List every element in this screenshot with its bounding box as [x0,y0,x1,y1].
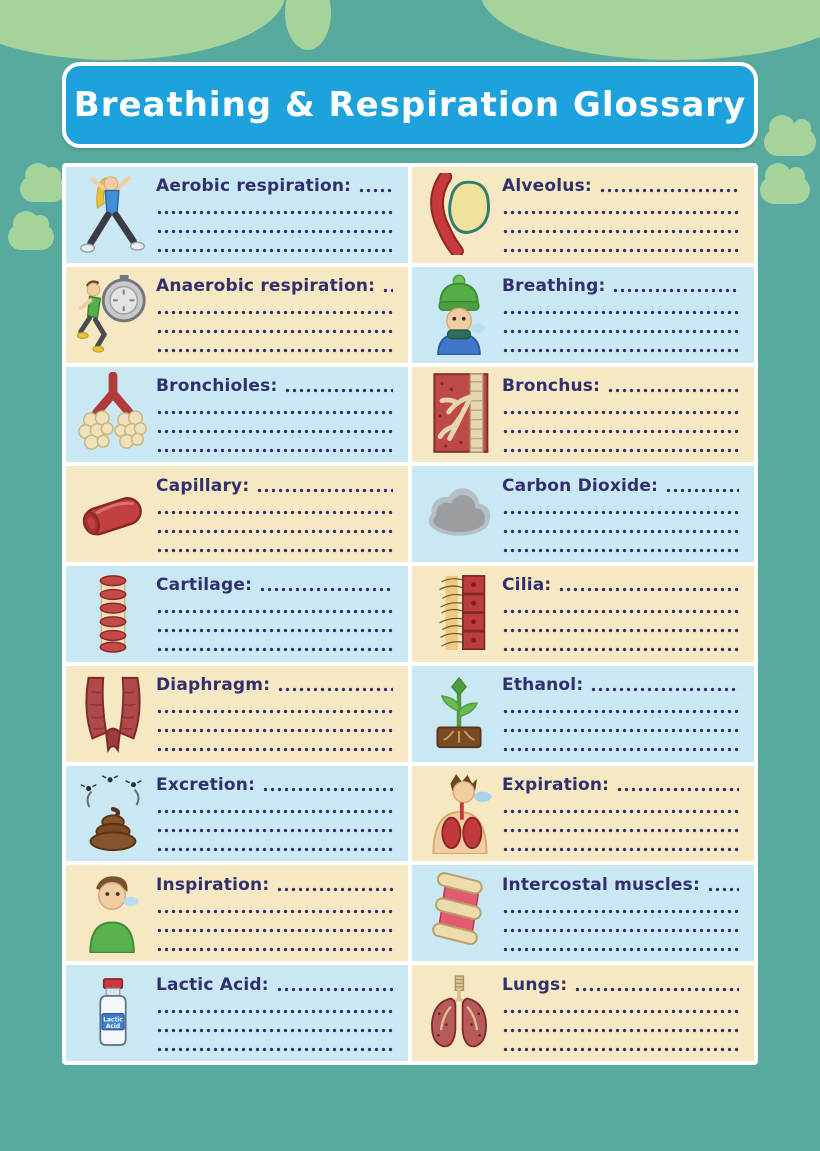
glossary-cell-anaerobic-respiration [66,267,408,363]
term-label: Bronchus: [502,375,601,396]
write-line [502,529,740,534]
icon-box [70,871,156,953]
dot-leader [262,787,393,792]
dot-leader [256,488,393,493]
write-line [156,928,394,933]
green-cloud-left-2 [8,224,54,250]
glossary-cell-bronchus [412,367,754,463]
write-line [156,529,394,534]
glossary-cell-carbon-dioxide [412,466,754,562]
red-capillary-tube-icon [75,475,151,551]
dot-leader [665,488,739,493]
dot-leader [276,987,393,992]
write-line [502,709,740,714]
green-blob-top-notch [285,0,331,50]
write-line [502,248,740,253]
term-label: Lungs: [502,974,568,995]
glossary-cell-alveolus [412,167,754,263]
write-line [502,1047,740,1052]
icon-box [70,475,156,551]
write-line [502,609,740,614]
dot-leader [707,887,739,892]
dot-leader [607,388,739,393]
write-line [502,628,740,633]
entry-text [156,374,394,453]
term-label: Capillary: [156,475,250,496]
bronchioles-with-alveoli-icon [77,372,149,454]
dot-leader [382,288,393,293]
icon-box [416,572,502,654]
write-line [156,410,394,415]
term-label: Bronchioles: [156,375,278,396]
lactic-acid-bottle-icon [80,971,146,1053]
term-label: Breathing: [502,276,606,297]
pair-of-lungs-icon [423,971,495,1053]
icon-box [416,871,502,953]
glossary-cell-lactic-acid [66,965,408,1061]
write-line [156,1009,394,1014]
write-line [156,448,394,453]
icon-box [70,273,156,355]
term-label: Ethanol: [502,675,584,696]
lactic-acid-label-line1: Lactic [103,1017,123,1024]
green-cloud-right-2 [760,176,810,204]
term-label: Aerobic respiration: [156,176,352,197]
faeces-with-flies-icon [77,772,149,854]
glossary-table [62,163,758,1065]
write-line [156,628,394,633]
write-line [156,809,394,814]
entry-text [502,973,740,1052]
dot-leader [277,687,393,692]
dot-leader [358,188,393,193]
diaphragm-muscle-icon [76,672,150,754]
term-label: Lactic Acid: [156,974,269,995]
glossary-cell-diaphragm [66,666,408,762]
glossary-cell-expiration [412,766,754,862]
write-line [156,609,394,614]
icon-box [70,572,156,654]
write-line [156,210,394,215]
write-line [502,410,740,415]
write-line [156,1028,394,1033]
icon-box [416,971,502,1053]
entry-text [156,973,394,1052]
entry-text [156,274,394,353]
dot-leader [276,887,393,892]
child-in-beanie-breathing-icon [423,273,495,355]
write-line [502,448,740,453]
man-exhaling-lungs-visible-icon [422,772,496,854]
dot-leader [284,388,393,393]
page-title: Breathing & Respiration Glossary [73,85,747,125]
icon-box [416,173,502,255]
green-blob-top-left [0,0,285,60]
entry-text [502,374,740,453]
entry-text [502,573,740,652]
green-blob-top-right [480,0,820,60]
dot-leader [616,787,739,792]
write-line [156,1047,394,1052]
entry-text [502,873,740,952]
woman-doing-aerobics-icon [77,173,149,255]
green-cloud-right-1 [764,128,816,156]
entry-text [502,174,740,253]
glossary-cell-cilia [412,566,754,662]
glossary-cell-ethanol [412,666,754,762]
alveolus-with-capillary-icon [423,173,495,255]
cartilage-ring-stack-icon [83,572,143,654]
write-line [502,809,740,814]
write-line [502,928,740,933]
seedling-in-soil-icon [423,672,495,754]
term-label: Cilia: [502,575,552,596]
icon-box [416,372,502,454]
entry-text [156,873,394,952]
glossary-cell-cartilage [66,566,408,662]
dot-leader [612,288,739,293]
glossary-cell-capillary [66,466,408,562]
dot-leader [590,687,739,692]
icon-box [70,772,156,854]
entry-text [156,174,394,253]
term-label: Carbon Dioxide: [502,475,659,496]
write-line [156,847,394,852]
write-line [502,728,740,733]
entry-text [156,773,394,852]
dot-leader [574,987,739,992]
write-line [502,329,740,334]
term-label: Expiration: [502,775,610,796]
write-line [502,348,740,353]
dot-leader [599,188,739,193]
write-line [502,429,740,434]
write-line [156,548,394,553]
write-line [502,828,740,833]
glossary-cell-breathing [412,267,754,363]
write-line [502,210,740,215]
entry-text [156,573,394,652]
write-line [502,510,740,515]
write-line [156,728,394,733]
write-line [156,348,394,353]
icon-box [416,772,502,854]
bronchus-cross-section-icon [423,372,495,454]
boy-inhaling-air-icon [77,871,149,953]
entry-text [502,673,740,752]
write-line [502,229,740,234]
write-line [156,310,394,315]
write-line [156,429,394,434]
glossary-cell-intercostal-muscles [412,865,754,961]
icon-box [70,173,156,255]
lactic-acid-label-line2: Acid [105,1024,121,1031]
write-line [156,229,394,234]
ciliated-cells-icon [425,572,493,654]
glossary-cell-aerobic-respiration [66,167,408,263]
write-line [156,647,394,652]
icon-box [70,372,156,454]
glossary-cell-lungs [412,965,754,1061]
icon-box [70,971,156,1053]
write-line [502,1028,740,1033]
header-banner [62,62,758,148]
write-line [156,510,394,515]
write-line [502,947,740,952]
entry-text [156,673,394,752]
entry-text [502,773,740,852]
glossary-cell-excretion [66,766,408,862]
term-label: Excretion: [156,775,256,796]
icon-box [416,273,502,355]
entry-text [502,274,740,353]
write-line [502,310,740,315]
write-line [156,947,394,952]
grey-gas-cloud-icon [421,478,497,548]
write-line [156,909,394,914]
term-label: Intercostal muscles: [502,874,700,895]
entry-text [502,474,740,553]
icon-box [416,478,502,548]
icon-box [70,672,156,754]
entry-text [156,474,394,553]
write-line [156,828,394,833]
term-label: Cartilage: [156,575,253,596]
write-line [156,248,394,253]
glossary-cell-bronchioles [66,367,408,463]
write-line [156,709,394,714]
write-line [502,909,740,914]
dot-leader [259,587,393,592]
ribs-with-muscle-icon [424,871,494,953]
write-line [156,747,394,752]
write-line [502,1009,740,1014]
write-line [502,747,740,752]
green-cloud-left-1 [20,176,66,202]
runner-with-stopwatch-icon [77,273,149,355]
write-line [502,548,740,553]
glossary-cell-inspiration [66,865,408,961]
term-label: Inspiration: [156,874,270,895]
write-line [502,847,740,852]
term-label: Diaphragm: [156,675,271,696]
icon-box [416,672,502,754]
dot-leader [558,587,739,592]
write-line [156,329,394,334]
write-line [502,647,740,652]
term-label: Alveolus: [502,176,592,197]
term-label: Anaerobic respiration: [156,276,376,297]
